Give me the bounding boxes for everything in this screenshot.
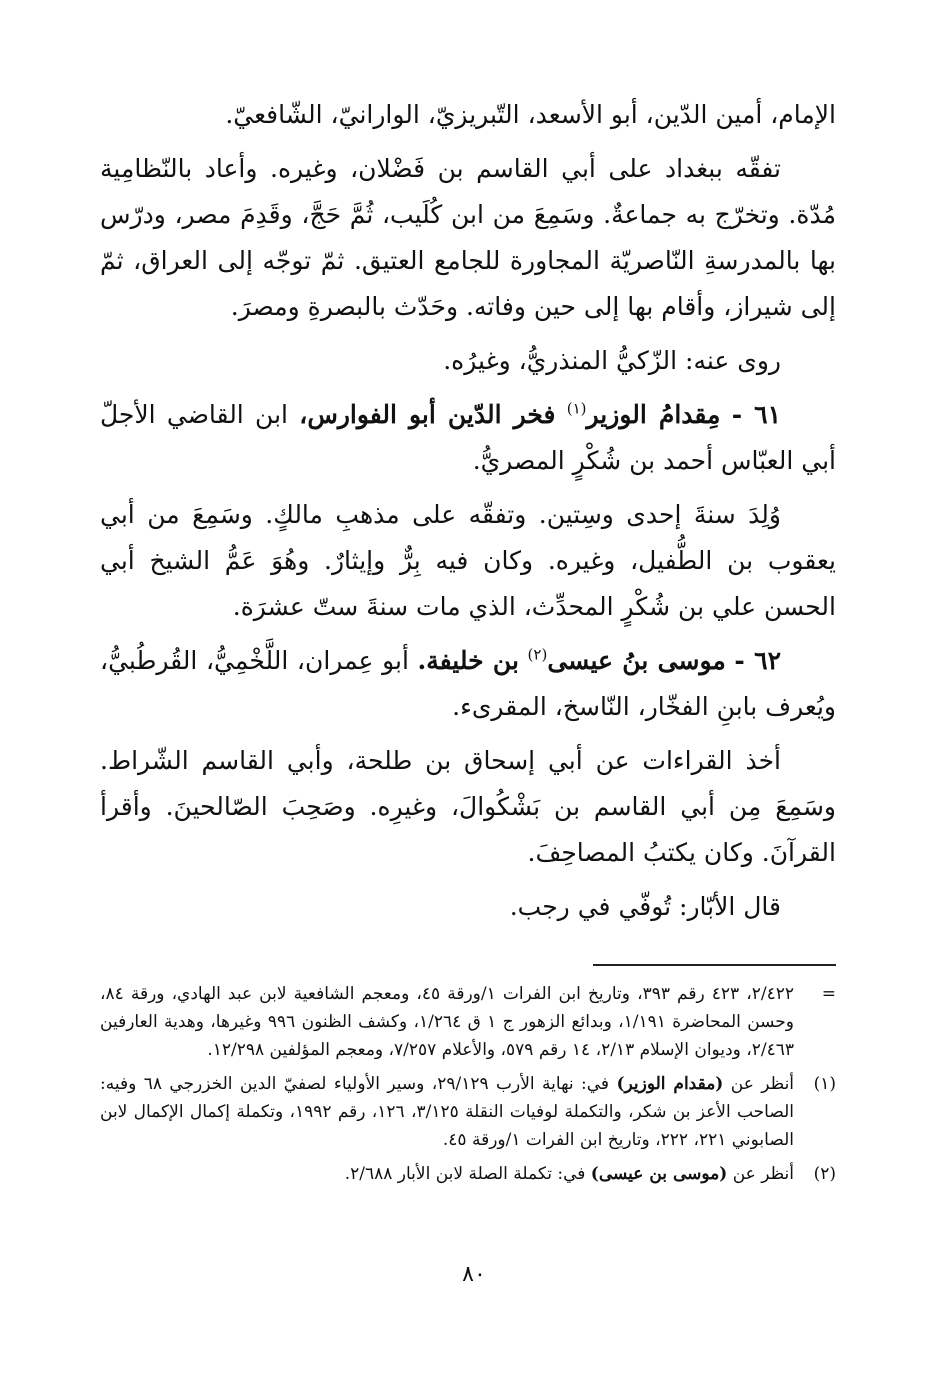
entry-title: بن خليفة. bbox=[417, 646, 519, 675]
footnote-marker: (١) bbox=[813, 1074, 836, 1094]
footnote-text bbox=[100, 1070, 794, 1154]
paragraph-entry-60-bio: تفقّه ببغداد على أبي القاسم بن فَضْلان، وغيره. وأعاد بالنّظامِية مُدّة. وتخرّج به جماعةٌ. وسَمِعَ من ابن كُلَيب، ثُمَّ حَجَّ، وقَدِمَ مصر، ودرّس بها بالمدرسةِ النّاصريّة المجاورة للجامع العتيق. ثمّ توجّه إلى العراق، ثمّ إلى شيراز، وأقام بها إلى حين وفاته. وحَدّث بالبصرةِ ومصرَ. bbox=[100, 154, 836, 321]
footnote-lead: أنظر عن bbox=[732, 1164, 794, 1184]
footnote-1 bbox=[100, 1070, 836, 1154]
entry-name: مِقدامُ الوزير bbox=[586, 400, 721, 429]
footnotes-section bbox=[100, 964, 836, 1194]
footnote-subject: (مقدام الوزير) bbox=[616, 1074, 724, 1094]
paragraph-entry-60-name: الإمام، أمين الدّين، أبو الأسعد، التّبريزيّ، الوارانيّ، الشّافعيّ. bbox=[225, 100, 836, 129]
footnote-body: في: تكملة الصلة لابن الأبار ٢/٦٨٨. bbox=[344, 1164, 586, 1184]
paragraph-entry-62-death: قال الأبّار: تُوفّي في رجب. bbox=[509, 892, 781, 921]
page-number: ٨٠ bbox=[462, 1262, 486, 1287]
entry-name: موسى بنُ عيسى bbox=[547, 646, 726, 675]
footnote-ref[interactable]: (٢) bbox=[527, 645, 548, 664]
entry-61-heading bbox=[100, 392, 836, 484]
entry-title: فخر الدّين أبو الفوارس، bbox=[299, 400, 556, 429]
entry-lineage: أبو عِمران، اللَّخْمِيُّ، القُرطُبيُّ، ويُعرف بابنِ الفخّار، النّاسخ، المقرىء. bbox=[100, 646, 836, 721]
footnote-divider bbox=[593, 964, 836, 966]
page-body bbox=[100, 92, 836, 938]
entry-62-heading bbox=[100, 638, 836, 730]
footnote-text bbox=[100, 1160, 794, 1188]
footnote-ref[interactable]: (١) bbox=[566, 399, 587, 418]
paragraph-entry-61-bio: وُلِدَ سنةَ إحدى وسِتين. وتفقّه على مذهبِ مالكٍ. وسَمِعَ من أبي يعقوب بن الطُّفيل، وغيره. وكان فيه بِرٌّ وإيثارٌ. وهُوَ عَمُّ الشيخ أبي الحسن علي بن شُكْرٍ المحدِّث، الذي مات سنةَ ستّ عشرَة. bbox=[100, 500, 836, 621]
footnote-marker: = bbox=[821, 984, 836, 1004]
footnote-marker: (٢) bbox=[813, 1164, 836, 1184]
footnote-body: في: نهاية الأرب ٢٩/١٢٩، وسير الأولياء لصفيّ الدين الخزرجي ٦٨ وفيه: الصاحب الأعز بن شكر، والتكملة لوفيات النقلة ٣/١٢٥، ١٢٦، رقم ١٩٩٢، وتكملة إكمال الإكمال لابن الصابوني ٢٢١، ٢٢٢، وتاريخ ابن الفرات ١/ورقة ٤٥. bbox=[100, 1074, 794, 1150]
paragraph-entry-60-narrators: روى عنه: الزّكيُّ المنذريُّ، وغيرُه. bbox=[443, 346, 781, 375]
entry-number: ٦٢ - bbox=[734, 646, 781, 675]
paragraph-entry-62-bio: أخذ القراءات عن أبي إسحاق بن طلحة، وأبي القاسم الشّراط. وسَمِعَ مِن أبي القاسم بن بَشْكُوالَ، وغيرِه. وصَحِبَ الصّالحينَ. وأقرأ القرآنَ. وكان يكتبُ المصاحِفَ. bbox=[100, 746, 836, 867]
footnote-lead: أنظر عن bbox=[730, 1074, 795, 1094]
footnote-subject: (موسى بن عيسى) bbox=[590, 1164, 728, 1184]
footnote-continued bbox=[100, 980, 836, 1064]
footnote-text: ٢/٤٢٢، ٤٢٣ رقم ٣٩٣، وتاريخ ابن الفرات ١/ورقة ٤٥، ومعجم الشافعية لابن عبد الهادي، ورقة ٨٤، وحسن المحاضرة ١/١٩١، وبدائع الزهور ج ١ ق ١/٢٦٤، وكشف الظنون ٩٩٦ وغيرها، وهدية العارفين ٢/٤٦٣، وديوان الإسلام ٢/١٣، ١٤ رقم ٥٧٩، والأعلام ٧/٢٥٧، ومعجم المؤلفين ١٢/٢٩٨. bbox=[100, 984, 795, 1060]
entry-lineage: ابن القاضي الأجلّ أبي العبّاس أحمد بن شُكْرٍ المصريُّ. bbox=[100, 400, 836, 475]
footnote-2 bbox=[100, 1160, 836, 1188]
entry-number: ٦١ - bbox=[731, 400, 781, 429]
